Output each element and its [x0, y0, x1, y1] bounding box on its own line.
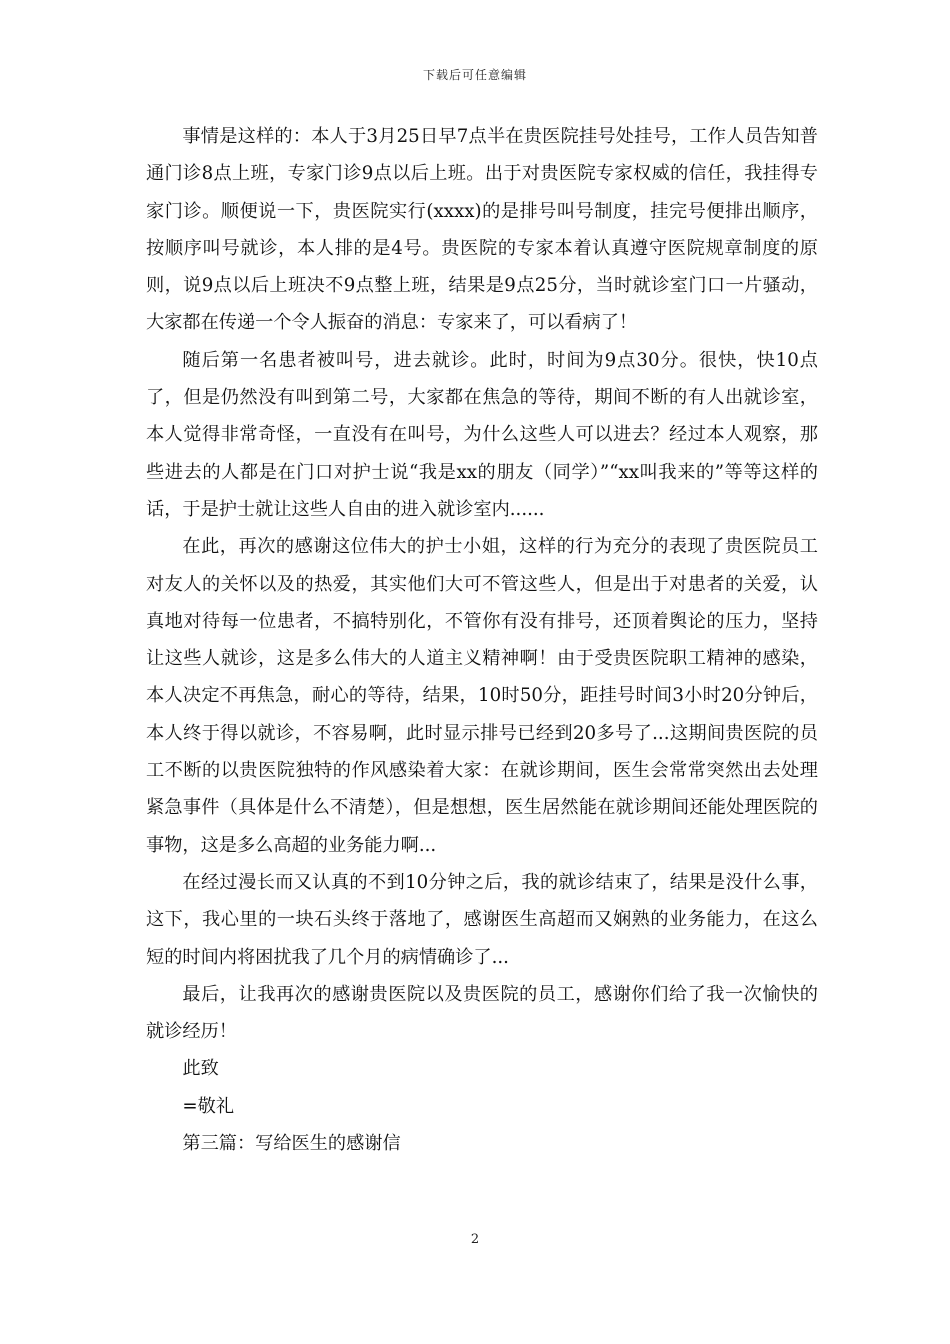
closing-salutation: 此致 — [182, 1058, 219, 1080]
paragraph-diagnosis: 在经过漫长而又认真的不到10分钟之后，我的就诊结束了，结果是没什么事，这下，我心里的一块石头终于落地了，感谢医生高超而又娴熟的业务能力，在这么短的时间内将困扰我了几个月的病情确诊了... — [146, 871, 818, 968]
page-header: 下载后可任意编辑 — [422, 68, 527, 82]
paragraph-final-thanks: 最后，让我再次的感谢贵医院以及贵医院的员工，感谢你们给了我一次愉快的就诊经历！ — [146, 983, 818, 1043]
closing-regards: =敬礼 — [182, 1095, 235, 1117]
section-heading: 第三篇：写给医生的感谢信 — [182, 1133, 401, 1155]
document-body — [146, 118, 818, 1162]
paragraph-waiting-queue: 随后第一名患者被叫号，进去就诊。此时，时间为9点30分。很快，快10点了，但是仍然没有叫到第二号，大家都在焦急的等待，期间不断的有人出就诊室，本人觉得非常奇怪，一直没有在叫号，为什么这些人可以进去？经过本人观察，那些进去的人都是在门口对护士说“我是xx的朋友（同学）”“xx叫我来的”等等这样的话，于是护士就让这些人自由的进入就诊室内...... — [146, 349, 818, 520]
page-number: 2 — [470, 1232, 480, 1247]
paragraph-thanks-nurse: 在此，再次的感谢这位伟大的护士小姐，这样的行为充分的表现了贵医院员工对友人的关怀以及的热爱，其实他们大可不管这些人，但是出于对患者的关爱，认真地对待每一位患者，不搞特别化，不管你有没有排号，还顶着舆论的压力，坚持让这些人就诊，这是多么伟大的人道主义精神啊！由于受贵医院职工精神的感染，本人决定不再焦急，耐心的等待，结果，10时50分，距挂号时间3小时20分钟后，本人终于得以就诊，不容易啊，此时显示排号已经到20多号了...这期间贵医院的员工不断的以贵医院独特的作风感染着大家：在就诊期间，医生会常常突然出去处理紧急事件（具体是什么不清楚），但是想想，医生居然能在就诊期间还能处理医院的事物，这是多么高超的业务能力啊... — [146, 536, 818, 856]
paragraph-registration-story: 事情是这样的：本人于3月25日早7点半在贵医院挂号处挂号，工作人员告知普通门诊8点上班，专家门诊9点以后上班。出于对贵医院专家权威的信任，我挂得专家门诊。顺便说一下，贵医院实行(xxxx)的是排号叫号制度，挂完号便排出顺序，按顺序叫号就诊，本人排的是4号。贵医院的专家本着认真遵守医院规章制度的原则，说9点以后上班决不9点整上班，结果是9点25分，当时就诊室门口一片骚动，大家都在传递一个令人振奋的消息：专家来了，可以看病了！ — [146, 126, 818, 334]
